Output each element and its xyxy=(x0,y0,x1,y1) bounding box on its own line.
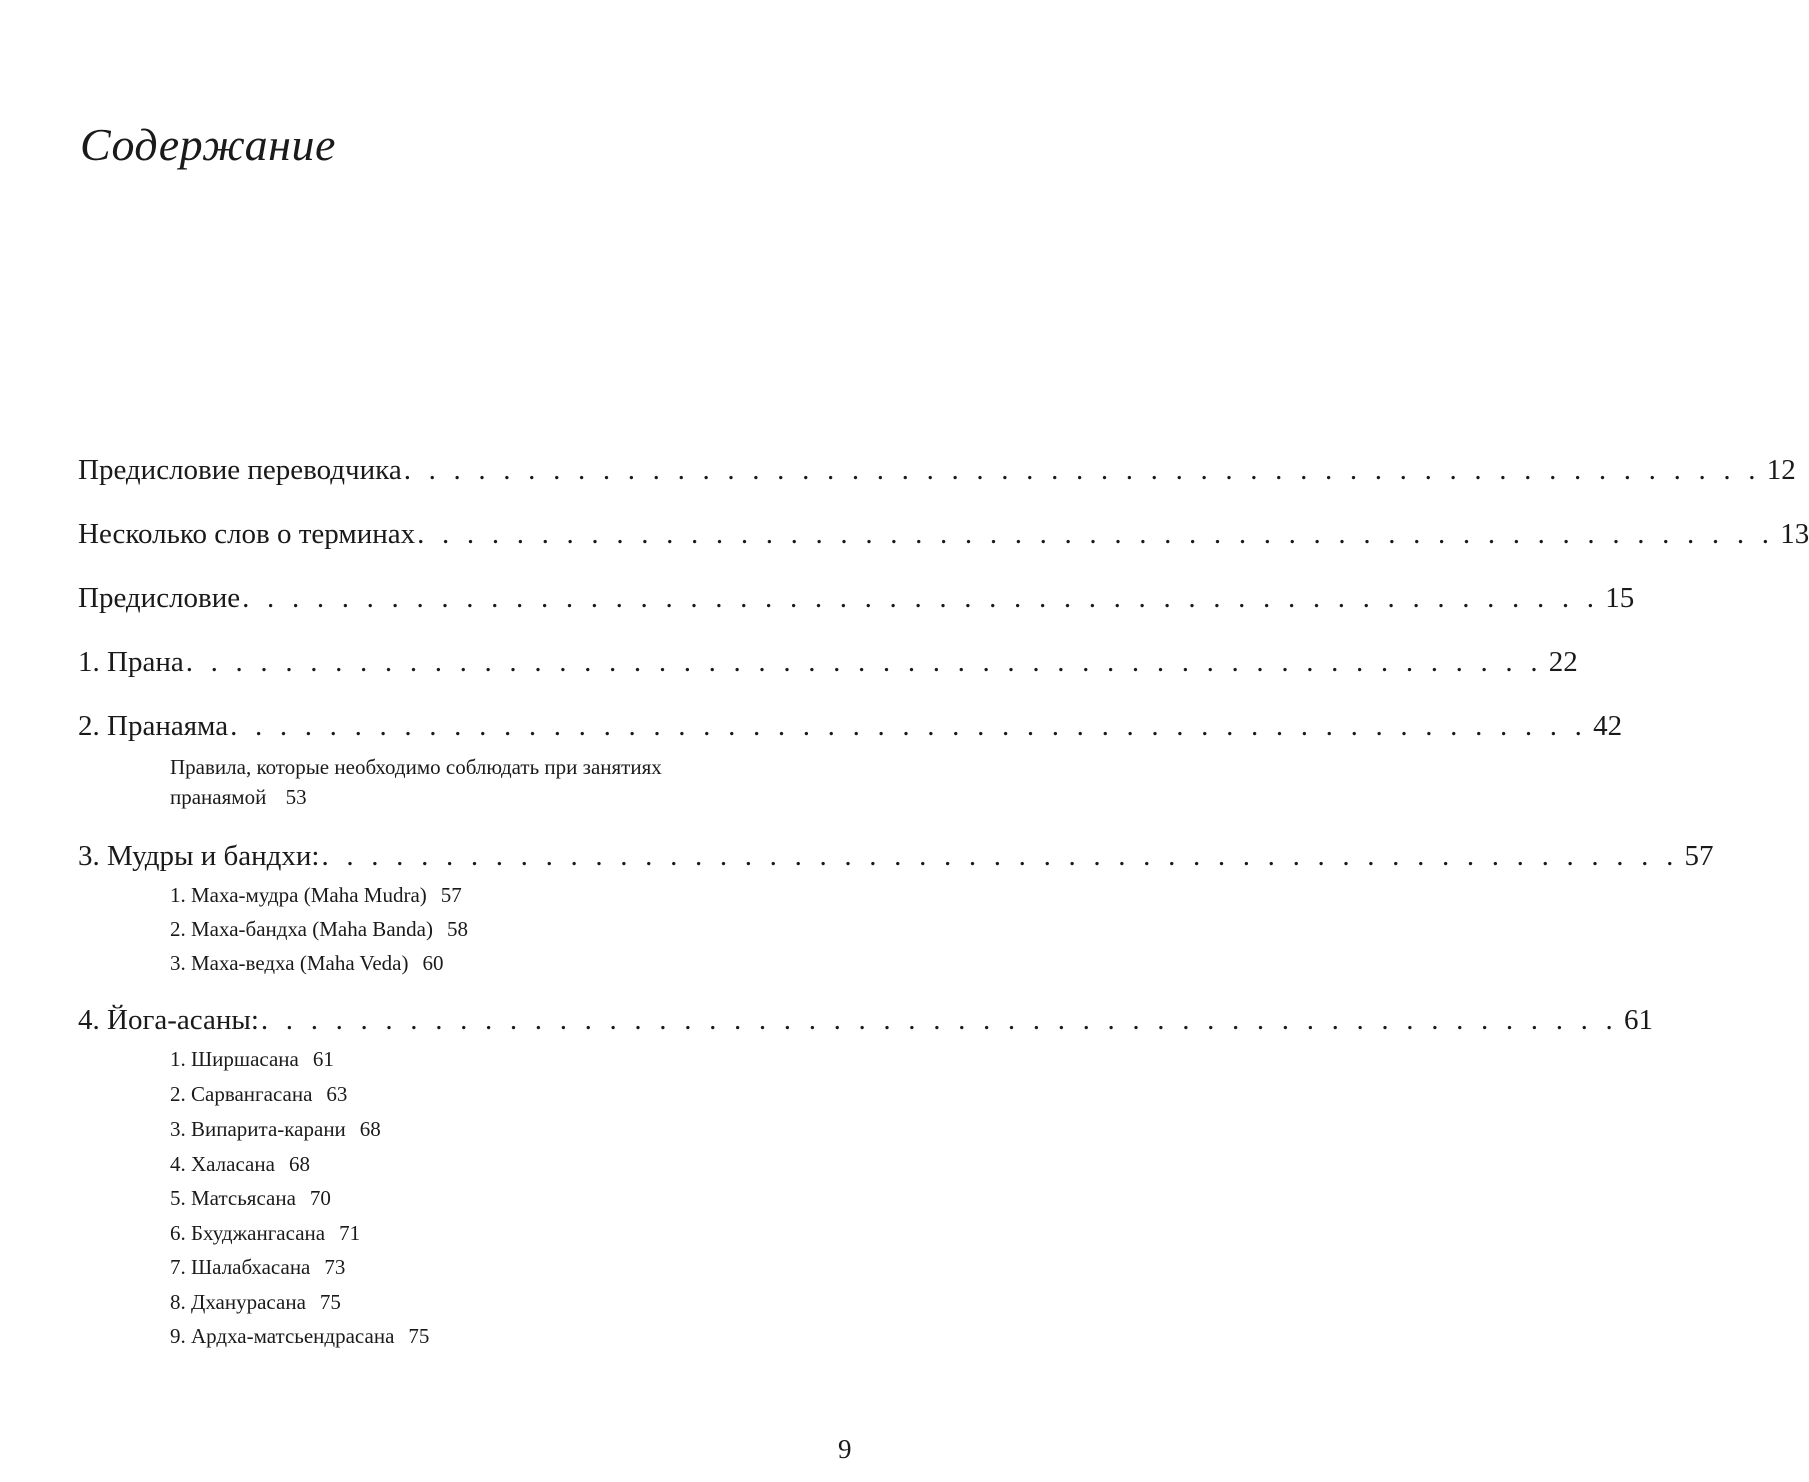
toc-subentry-page: 73 xyxy=(324,1255,346,1279)
toc-subentry-label: 6. Бхуджангасана xyxy=(170,1221,326,1245)
toc-subentry-label: 4. Халасана xyxy=(170,1152,275,1176)
toc-entry-page: 22 xyxy=(1548,646,1578,678)
toc-subentry[interactable] xyxy=(170,1149,310,1179)
page-title: Содержание xyxy=(80,119,336,170)
toc-subentry-page: 70 xyxy=(309,1186,331,1210)
toc-subentry[interactable] xyxy=(170,752,790,812)
toc-subentry-label: 5. Матсьясана xyxy=(170,1186,296,1210)
toc-subentry-label: 7. Шалабхасана xyxy=(170,1255,311,1279)
dot-leader: . . . . . . . . . . . . . . . . . . . . . . . . . . . . . . . . . . . . . . . . . . . . . . . . . . . . . . . xyxy=(260,1004,1618,1036)
dot-leader: . . . . . . . . . . . . . . . . . . . . . . . . . . . . . . . . . . . . . . . . . . . . . . . . . . . . . . . xyxy=(403,454,1761,486)
toc-subentry-page: 60 xyxy=(422,951,444,975)
toc-entry[interactable] xyxy=(78,1002,1653,1038)
toc-subentry-label: 2. Сарвангасана xyxy=(170,1082,313,1106)
toc-entry-page: 13 xyxy=(1780,518,1809,550)
toc-subentry-page: 58 xyxy=(446,917,468,941)
toc-subentry-page: 57 xyxy=(440,883,462,907)
toc-subentry[interactable] xyxy=(170,948,444,978)
toc-entry-page: 42 xyxy=(1593,710,1623,742)
dot-leader: . . . . . . . . . . . . . . . . . . . . . . . . . . . . . . . . . . . . . . . . . . . . . . . . . . . . . . . xyxy=(230,710,1588,742)
toc-entry-page: 57 xyxy=(1684,840,1714,872)
toc-subentry-label: пранаямой xyxy=(170,785,267,809)
toc-subentry-page: 68 xyxy=(359,1117,381,1141)
toc-subentry-label: 8. Дханурасана xyxy=(170,1290,306,1314)
page-number: 9 xyxy=(838,1434,852,1464)
toc-subentry[interactable] xyxy=(170,1287,341,1317)
toc-subentry[interactable] xyxy=(170,880,462,910)
toc-entry[interactable] xyxy=(78,452,1796,488)
toc-subentry-page: 53 xyxy=(285,785,307,809)
toc-entry[interactable] xyxy=(78,708,1623,744)
toc-entry-page: 61 xyxy=(1623,1004,1653,1036)
toc-entry-page: 12 xyxy=(1766,454,1796,486)
toc-entry-label: 2. Пранаяма xyxy=(78,710,229,742)
toc-subentry[interactable] xyxy=(170,1044,334,1074)
toc-subentry[interactable] xyxy=(170,1183,331,1213)
toc-subentry[interactable] xyxy=(170,1321,429,1351)
dot-leader: . . . . . . . . . . . . . . . . . . . . . . . . . . . . . . . . . . . . . . . . . . . . . . . . . . . . . . . xyxy=(185,646,1543,678)
dot-leader: . . . . . . . . . . . . . . . . . . . . . . . . . . . . . . . . . . . . . . . . . . . . . . . . . . . . . . . xyxy=(242,582,1600,614)
toc-entry-label: Предисловие xyxy=(78,582,241,614)
toc-subentry-label: 3. Випарита-карани xyxy=(170,1117,346,1141)
toc-subentry-label: 3. Маха-ведха (Maha Veda) xyxy=(170,951,409,975)
toc-entry-page: 15 xyxy=(1605,582,1635,614)
toc-subentry-label: 2. Маха-бандха (Maha Banda) xyxy=(170,917,433,941)
toc-subentry-page: 75 xyxy=(408,1324,430,1348)
toc-entry[interactable] xyxy=(78,516,1809,552)
toc-subentry[interactable] xyxy=(170,914,468,944)
toc-subentry-page: 75 xyxy=(319,1290,341,1314)
toc-entry-label: 1. Прана xyxy=(78,646,184,678)
dot-leader: . . . . . . . . . . . . . . . . . . . . . . . . . . . . . . . . . . . . . . . . . . . . . . . . . . . . . . . xyxy=(321,840,1679,872)
toc-subentry[interactable] xyxy=(170,1079,347,1109)
toc-subentry-page: 71 xyxy=(339,1221,361,1245)
toc-entry-label: Несколько слов о терминах xyxy=(78,518,416,550)
toc-subentry[interactable] xyxy=(170,1114,381,1144)
toc-subentry-page: 63 xyxy=(326,1082,348,1106)
toc-subentry-page: 61 xyxy=(312,1047,334,1071)
toc-subentry-page: 68 xyxy=(288,1152,310,1176)
toc-entry-label: 3. Мудры и бандхи: xyxy=(78,840,320,872)
toc-entry[interactable] xyxy=(78,838,1714,874)
toc-entry-label: Предисловие переводчика xyxy=(78,454,402,486)
toc-subentry[interactable] xyxy=(170,1252,345,1282)
toc-subentry[interactable] xyxy=(170,1218,360,1248)
toc-subentry-label: 1. Ширшасана xyxy=(170,1047,299,1071)
dot-leader: . . . . . . . . . . . . . . . . . . . . . . . . . . . . . . . . . . . . . . . . . . . . . . . . . . . . . . . xyxy=(417,518,1775,550)
toc-subentry-label: 9. Ардха-матсьендрасана xyxy=(170,1324,395,1348)
toc-entry[interactable] xyxy=(78,580,1635,616)
toc-subentry-label: 1. Маха-мудра (Maha Mudra) xyxy=(170,883,427,907)
toc-entry[interactable] xyxy=(78,644,1578,680)
toc-subentry-label: Правила, которые необходимо соблюдать при занятиях xyxy=(170,755,662,779)
toc-entry-label: 4. Йога-асаны: xyxy=(78,1004,259,1036)
